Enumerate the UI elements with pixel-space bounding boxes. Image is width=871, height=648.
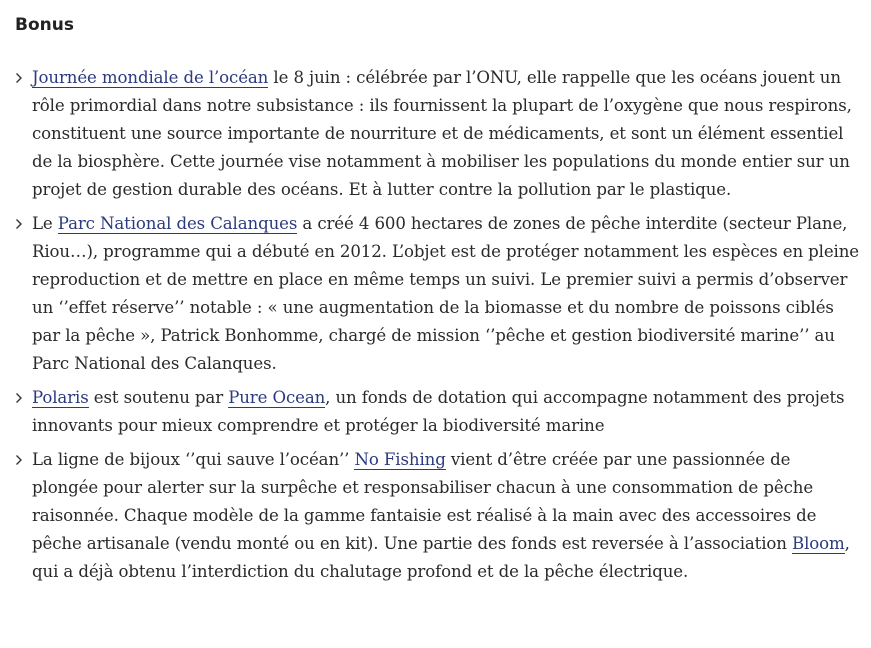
- bonus-section: [15, 14, 860, 592]
- chevron-right-icon: [15, 454, 23, 466]
- list-item: [15, 384, 860, 440]
- list-item: [15, 446, 860, 586]
- item-text: Le: [32, 214, 58, 233]
- item-text: vient d’être créée par une passionnée de plongée pour alerter sur la surpêche et responsabiliser chacun à une consommation de pêche raisonnée. Chaque modèle de la gamme fantaisie est réalisé à la main avec des accessoires de pêche artisanale (vendu monté ou en kit). Une partie des fonds est reversée à l’association: [32, 450, 817, 553]
- item-text: est soutenu par: [88, 388, 229, 407]
- chevron-right-icon: [15, 218, 23, 230]
- link-no-fishing[interactable]: No Fishing: [354, 450, 446, 469]
- link-bloom[interactable]: Bloom: [792, 534, 845, 553]
- link-polaris[interactable]: Polaris: [32, 388, 89, 407]
- list-item: [15, 64, 860, 204]
- bonus-list: [15, 64, 860, 586]
- item-text: a créé 4 600 hectares de zones de pêche interdite (secteur Plane, Riou…), programme qui a débuté en 2012. L’objet est de protéger notamment les espèces en pleine reproduction et de mettre en place en même temps un suivi. Le premier suivi a permis d’observer un ‘’effet réserve’’ notable : « une augmentation de la biomasse et du nombre de poissons ciblés par la pêche », Patrick Bonhomme, chargé de mission ‘’pêche et gestion biodiversité marine’’ au Parc National des Calanques.: [32, 214, 860, 373]
- chevron-right-icon: [15, 72, 23, 84]
- item-text: le 8 juin : célébrée par l’ONU, elle rappelle que les océans jouent un rôle primordial dans notre subsistance : ils fournissent la plupart de l’oxygène que nous respirons, constituent une source importante de nourriture et de médicaments, et sont un élément essentiel de la biosphère. Cette journée vise notamment à mobiliser les populations du monde entier sur un projet de gestion durable des océans. Et à lutter contre la pollution par le plastique.: [32, 68, 852, 199]
- chevron-right-icon: [15, 392, 23, 404]
- item-text: , qui a déjà obtenu l’interdiction du chalutage profond et de la pêche électrique.: [32, 534, 850, 581]
- item-text: La ligne de bijoux ‘’qui sauve l’océan’’: [32, 450, 355, 469]
- link-journee-mondiale-ocean[interactable]: Journée mondiale de l’océan: [32, 68, 269, 87]
- link-pure-ocean[interactable]: Pure Ocean: [228, 388, 326, 407]
- link-parc-national-calanques[interactable]: Parc National des Calanques: [57, 214, 298, 233]
- item-text: , un fonds de dotation qui accompagne notamment des projets innovants pour mieux comprendre et protéger la biodiversité marine: [32, 388, 845, 435]
- list-item: [15, 210, 860, 378]
- section-heading: Bonus: [15, 15, 74, 35]
